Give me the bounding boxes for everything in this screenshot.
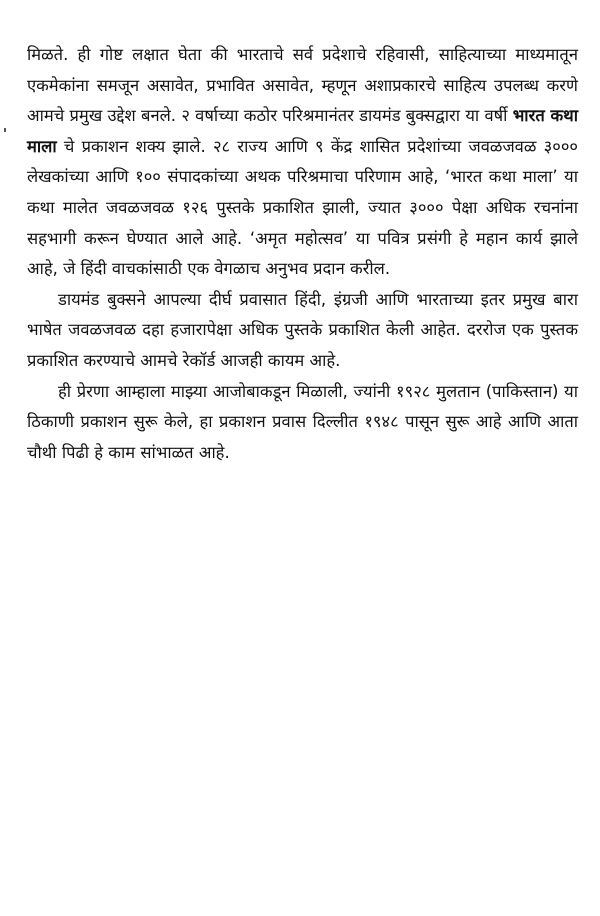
paragraph-continuation [27,40,578,285]
margin-mark [4,128,6,132]
text-run: चे प्रकाशन शक्य झाले. २८ राज्य आणि ९ केंद्र शासित प्रदेशांच्या जवळजवळ ३००० लेखकांच्या आणि १०० संपादकांच्या अथक परिश्रमाचा परिणाम आहे, ‘भारत कथा माला’ या कथा मालेत जवळजवळ १२६ पुस्तके प्रकाशित झाली, ज्यात ३००० पेक्षा अधिक रचनांना सहभागी करून घेण्यात आले आहे. ‘अमृत महोत्सव’ या पवित्र प्रसंगी हे महान कार्य झाले आहे, जे हिंदी वाचकांसाठी एक वेगळाच अनुभव प्रदान करील. [27,136,578,279]
paragraph-publishing-record [27,285,578,377]
text-run: डायमंड बुक्सने आपल्या दीर्घ प्रवासात हिंदी, इंग्रजी आणि भारताच्या इतर प्रमुख बारा भाषेत जवळजवळ दहा हजारापेक्षा अधिक पुस्तके प्रकाशित केली आहेत. दररोज एक पुस्तक प्रकाशित करण्याचे आमचे रेकॉर्ड आजही कायम आहे. [27,289,578,370]
text-run: ही प्रेरणा आम्हाला माझ्या आजोबाकडून मिळाली, ज्यांनी १९२८ मुलतान (पाकिस्तान) या ठिकाणी प्रकाशन सुरू केले, हा प्रकाशन प्रवास दिल्लीत १९४८ पासून सुरू आहे आणि आता चौथी पिढी हे काम सांभाळत आहे. [27,381,578,462]
text-run: मिळते. ही गोष्ट लक्षात घेता की भारताचे सर्व प्रदेशाचे रहिवासी, साहित्याच्या माध्यमातून एकमेकांना समजून असावेत, प्रभावित असावेत, म्हणून अशाप्रकारचे साहित्य उपलब्ध करणे आमचे प्रमुख उद्देश बनले. २ वर्षाच्या कठोर परिश्रमानंतर डायमंड बुक्सद्वारा या वर्षी [27,45,578,126]
book-series-title: भारत कथा माला [27,106,578,156]
body-text [27,40,578,468]
paragraph-inspiration [27,377,578,469]
